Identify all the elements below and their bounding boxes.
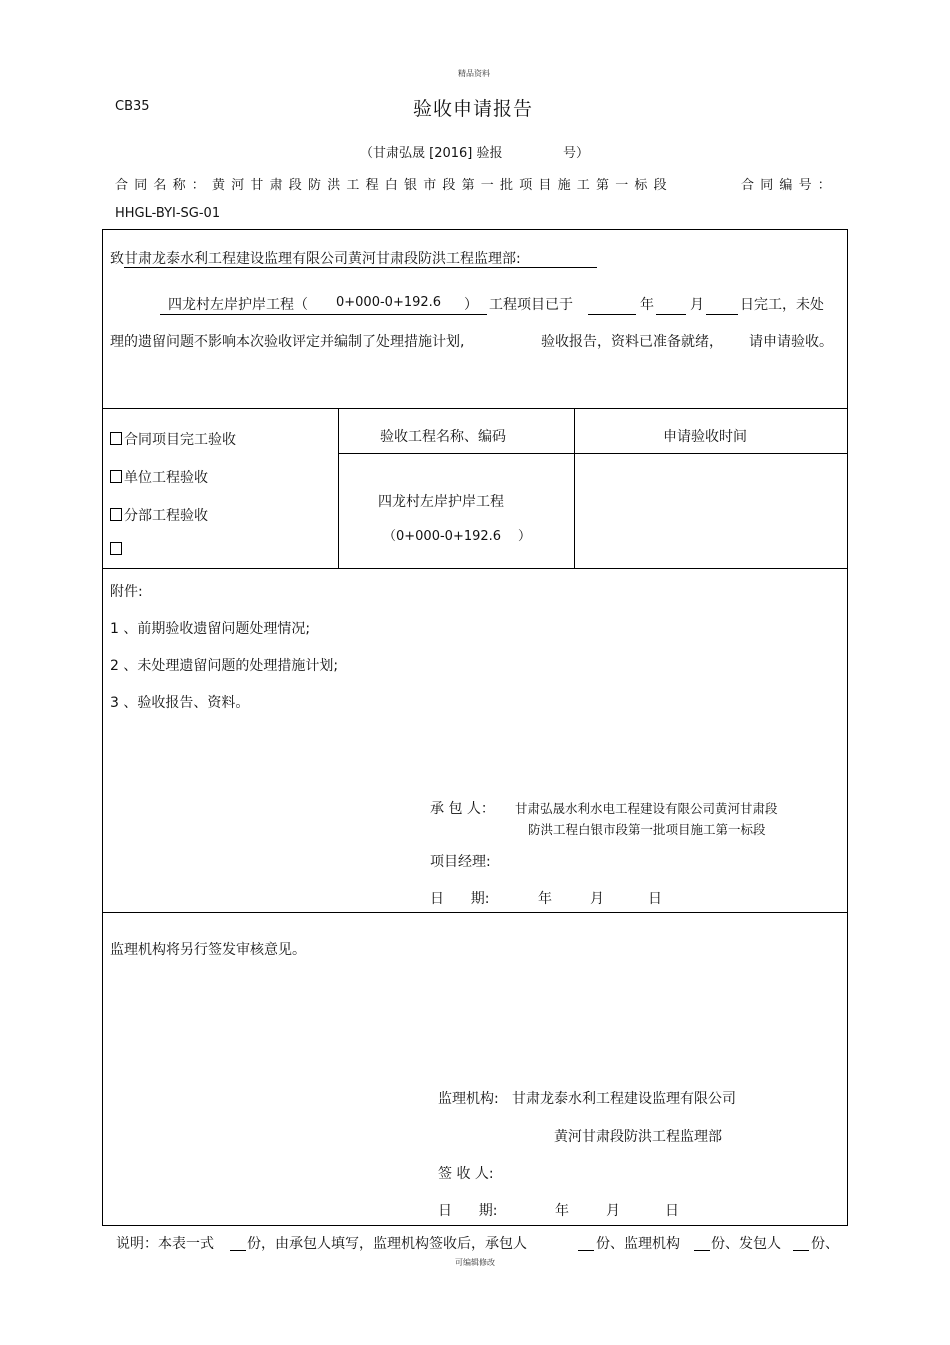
supervision-dept-name: 黄河甘肃段防洪工程监理部 [554, 1129, 722, 1145]
table-top-border [102, 229, 848, 230]
footer-note-e: 份、 [811, 1236, 839, 1252]
attachment-item: 1 、前期验收遗留问题处理情况; [110, 621, 311, 637]
supervision-opinion: 监理机构将另行签发审核意见。 [110, 942, 306, 958]
attachment-item: 3 、验收报告、资料。 [110, 695, 250, 711]
footer-note-a: 说明：本表一式 [116, 1236, 214, 1252]
contract-name: 黄河甘肃段防洪工程白银市段第一批项目施工第一标段 [212, 178, 673, 193]
month-label: 月 [690, 297, 704, 313]
project-line1: 四龙村左岸护岸工程 [378, 494, 504, 510]
request-line2-a: 理的遗留问题不影响本次验收评定并编制了处理措施计划, [110, 334, 465, 350]
table-row-divider [102, 568, 848, 569]
project-line2: （0+000-0+192.6 [383, 529, 502, 544]
attachments-label: 附件: [110, 584, 143, 600]
supervision-date-year: 年 [555, 1203, 569, 1219]
request-line2-c: 请申请验收。 [749, 334, 833, 350]
footer-note-b: 份，由承包人填写，监理机构签收后，承包人 [247, 1236, 527, 1252]
copies-blank [230, 1250, 246, 1251]
contractor-name-line2: 防洪工程白银市段第一批项目施工第一标段 [528, 822, 766, 837]
footer-note-d: 份、发包人 [711, 1236, 781, 1252]
checkbox-unit-project[interactable]: 单位工程验收 [110, 467, 208, 487]
form-code: CB35 [115, 99, 150, 114]
contractor-label: 承 包 人： [430, 801, 495, 817]
table-row-divider [338, 453, 848, 454]
checkbox-contract-completion[interactable]: 合同项目完工验收 [110, 429, 236, 449]
bottom-note: 可编辑修改 [455, 1258, 495, 1267]
addressee: 致甘肃龙泰水利工程建设监理有限公司黄河甘肃段防洪工程监理部: [110, 251, 521, 267]
doc-number-prefix: （甘肃弘晟 [2016] 验报 [360, 146, 503, 161]
col-name-header: 验收工程名称、编码 [380, 429, 506, 445]
contractor-date-label: 日 期: [430, 891, 490, 907]
month-blank [656, 314, 686, 315]
contractor-date-year: 年 [538, 891, 552, 907]
table-row-divider [102, 912, 848, 913]
checkbox-icon [110, 432, 122, 445]
checkbox-other[interactable] [110, 542, 124, 558]
day-blank [706, 314, 738, 315]
addressee-underline [124, 267, 597, 268]
table-row-divider [102, 408, 848, 409]
project-line2-close: ） [518, 529, 532, 544]
page-title: 验收申请报告 [413, 98, 534, 120]
text-after-name: 工程项目已于 [489, 297, 573, 313]
table-left-border [102, 229, 103, 1225]
contractor-name-line1: 甘肃弘晟水利水电工程建设有限公司黄河甘肃段 [515, 801, 778, 816]
supervision-date-label: 日 期: [438, 1203, 498, 1219]
table-bottom-border [102, 1225, 848, 1226]
signer-label: 签 收 人: [438, 1166, 494, 1182]
checkbox-icon [110, 508, 122, 521]
year-label: 年 [640, 297, 654, 313]
year-blank [588, 314, 636, 315]
contract-name-label: 合同名称： [115, 178, 212, 193]
supervision-date-day: 日 [665, 1203, 679, 1219]
day-text: 日完工，未处 [740, 297, 824, 313]
contractor-date-month: 月 [590, 891, 604, 907]
table-right-border [847, 229, 848, 1225]
project-manager-label: 项目经理: [430, 854, 491, 870]
project-name: 四龙村左岸护岸工程（ [168, 297, 308, 313]
supervision-org-label: 监理机构: [438, 1091, 499, 1107]
copies-blank [793, 1250, 809, 1251]
attachment-item: 2 、未处理遗留问题的处理措施计划; [110, 658, 339, 674]
table-col-divider [574, 408, 575, 568]
checkbox-icon [110, 542, 122, 555]
supervision-date-month: 月 [606, 1203, 620, 1219]
col-time-header: 申请验收时间 [663, 429, 747, 445]
checkbox-sub-project[interactable]: 分部工程验收 [110, 505, 208, 525]
project-underline [160, 314, 487, 315]
supervision-org-name: 甘肃龙泰水利工程建设监理有限公司 [512, 1091, 736, 1107]
copies-blank [578, 1250, 594, 1251]
project-close: ） [464, 297, 478, 313]
contractor-date-day: 日 [648, 891, 662, 907]
top-note: 精品资料 [458, 69, 490, 78]
contract-no: HHGL-BYI-SG-01 [115, 206, 221, 221]
footer-note-c: 份、监理机构 [596, 1236, 680, 1252]
checkbox-icon [110, 470, 122, 483]
contract-no-label: 合同编号： [741, 178, 838, 193]
request-line2-b: 验收报告，资料已准备就绪， [541, 334, 723, 350]
doc-number-suffix: 号） [563, 146, 590, 161]
copies-blank [694, 1250, 710, 1251]
table-col-divider [338, 408, 339, 568]
project-range: 0+000-0+192.6 [336, 295, 442, 310]
